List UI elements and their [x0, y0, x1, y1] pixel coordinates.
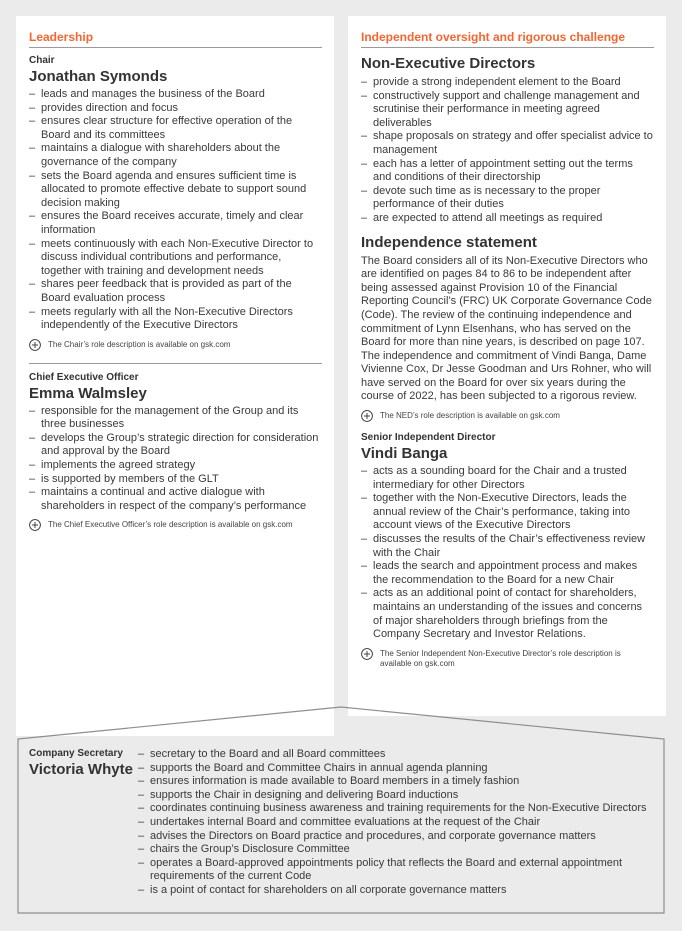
sid-role: Senior Independent Director — [361, 432, 496, 444]
list-item: – develops the Group’s strategic direction for consideration and approval by the Board — [29, 432, 322, 459]
sid-role-note — [361, 649, 654, 669]
list-item: – supports the Chair in designing and delivering Board inductions — [138, 789, 663, 803]
plus-circle-icon — [29, 519, 41, 531]
note-text: The Senior Independent Non-Executive Director’s role description is available on gsk.com — [380, 648, 621, 668]
independence-block — [361, 234, 654, 423]
list-item: – discusses the results of the Chair’s effectiveness review with the Chair — [361, 533, 654, 560]
note-text: The Chair’s role description is available on gsk.com — [48, 339, 231, 349]
list-item: – shape proposals on strategy and offer specialist advice to management — [361, 130, 654, 157]
list-item: – responsible for the management of the Group and its three businesses — [29, 405, 322, 432]
secretary-label — [29, 748, 139, 781]
secretary-role: Company Secretary — [29, 748, 123, 759]
list-item: – implements the agreed strategy — [29, 459, 322, 473]
ned-duties-list — [361, 76, 654, 226]
list-item: – acts as an additional point of contact for shareholders, maintains an understanding of the issues and concerns of major shareholders through briefings from the Company Secretary and Investor Relations. — [361, 587, 654, 641]
oversight-heading: Independent oversight and rigorous challenge — [361, 30, 654, 48]
list-item: – meets regularly with all the Non-Executive Directors independently of the Executive Directors — [29, 306, 322, 333]
list-item: – constructively support and challenge management and scrutinise their performance in meeting agreed deliverables — [361, 90, 654, 131]
list-item: – chairs the Group’s Disclosure Committee — [138, 843, 663, 857]
list-item: – maintains a dialogue with shareholders about the governance of the company — [29, 142, 322, 169]
list-item: – acts as a sounding board for the Chair and a trusted intermediary for other Directors — [361, 465, 654, 492]
secretary-duties-list — [138, 748, 663, 898]
chair-name: Jonathan Symonds — [29, 68, 168, 85]
list-item: – leads and manages the business of the Board — [29, 88, 322, 102]
list-item: – provides direction and focus — [29, 102, 322, 116]
sid-duties-list — [361, 465, 654, 642]
list-item: – meets continuously with each Non-Executive Director to discuss individual contributions and performance, together with training and development needs — [29, 238, 322, 279]
chair-block — [29, 55, 322, 351]
plus-circle-icon — [29, 339, 41, 351]
list-item: – supports the Board and Committee Chairs in annual agenda planning — [138, 762, 663, 776]
divider — [29, 363, 322, 364]
ceo-block — [29, 372, 322, 532]
sid-block — [361, 432, 654, 669]
ceo-role-note — [29, 520, 322, 531]
list-item: – ensures the Board receives accurate, timely and clear information — [29, 210, 322, 237]
list-item: – undertakes internal Board and committee evaluations at the request of the Chair — [138, 816, 663, 830]
list-item: – shares peer feedback that is provided as part of the Board evaluation process — [29, 278, 322, 305]
leadership-heading: Leadership — [29, 30, 322, 48]
note-text: The NED’s role description is available on gsk.com — [380, 411, 560, 421]
plus-circle-icon — [361, 410, 373, 422]
list-item: – is a point of contact for shareholders on all corporate governance matters — [138, 884, 663, 898]
secretary-name: Victoria Whyte — [29, 761, 133, 778]
ceo-name: Emma Walmsley — [29, 384, 147, 402]
sid-name: Vindi Banga — [361, 445, 448, 463]
list-item: – ensures clear structure for effective operation of the Board and its committees — [29, 115, 322, 142]
ned-title: Non-Executive Directors — [361, 55, 536, 72]
chair-role-note — [29, 340, 322, 351]
ceo-duties-list — [29, 405, 322, 514]
leadership-column — [29, 30, 322, 531]
list-item: – are expected to attend all meetings as required — [361, 212, 654, 226]
independence-title: Independence statement — [361, 233, 537, 251]
list-item: – leads the search and appointment process and makes the recommendation to the Board for a new Chair — [361, 560, 654, 587]
list-item: – is supported by members of the GLT — [29, 473, 322, 487]
list-item: – maintains a continual and active dialogue with shareholders in respect of the company’s performance — [29, 486, 322, 513]
list-item: – together with the Non-Executive Directors, leads the annual review of the Chair’s performance, taking into account views of the Executive Directors — [361, 492, 654, 533]
ceo-role: Chief Executive Officer — [29, 371, 139, 383]
chair-duties-list — [29, 88, 322, 333]
list-item: – coordinates continuing business awareness and training requirements for the Non-Executive Directors — [138, 802, 663, 816]
list-item: – devote such time as is necessary to the proper performance of their duties — [361, 185, 654, 212]
list-item: – provide a strong independent element to the Board — [361, 76, 654, 90]
list-item: – sets the Board agenda and ensures sufficient time is allocated to promote effective debate to support sound decision making — [29, 170, 322, 211]
note-text: The Chief Executive Officer’s role description is available on gsk.com — [48, 520, 293, 530]
oversight-column — [361, 30, 654, 669]
list-item: – ensures information is made available to Board members in a timely fashion — [138, 775, 663, 789]
independence-text: The Board considers all of its Non-Executive Directors who are identified on pages 84 to 86 to be independent after being assessed against Provision 10 of the Financial Reporting Council’s (FRC) UK Corporate Governance Code (Code). The review of the continuing independence and commitment of Lynn Elsenhans, who has served on the Board for more than nine years, is described on page 107. The independence and commitment of Vindi Banga, Dame Vivienne Cox, Dr Jesse Goodman and Urs Rohner, who will have served on the Board for over six years during the course of 2022, has been subjected to a rigorous review. — [361, 254, 652, 403]
chair-role: Chair — [29, 55, 55, 66]
ned-block — [361, 55, 654, 226]
plus-circle-icon — [361, 648, 373, 660]
list-item: – secretary to the Board and all Board committees — [138, 748, 663, 762]
list-item: – each has a letter of appointment setting out the terms and conditions of their directorship — [361, 158, 654, 185]
list-item: – advises the Directors on Board practice and procedures, and corporate governance matters — [138, 830, 663, 844]
ned-role-note — [361, 411, 654, 422]
list-item: – operates a Board-approved appointments policy that reflects the Board and external appointment requirements of the current Code — [138, 857, 663, 884]
